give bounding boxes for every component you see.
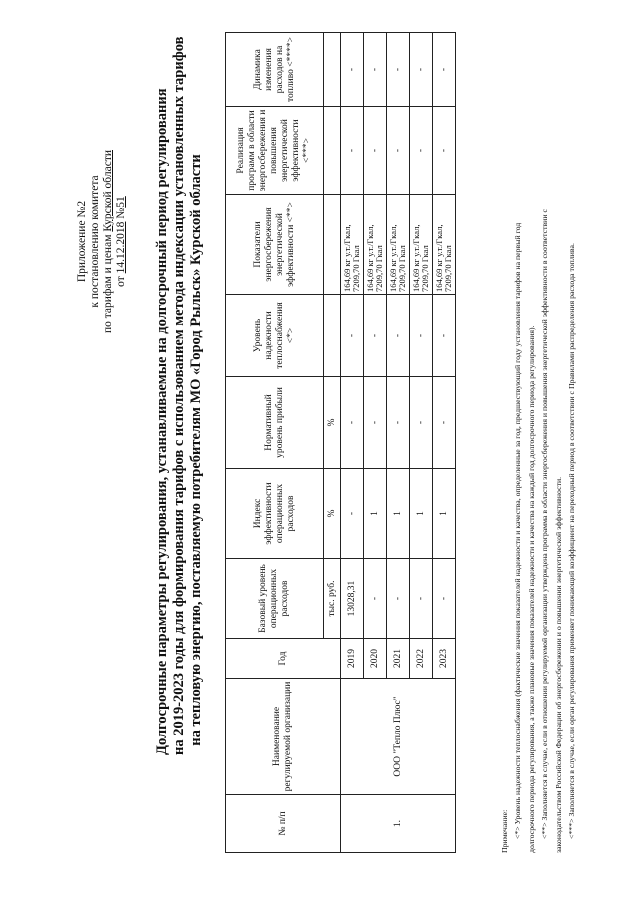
cell-profit: -	[410, 377, 433, 469]
cell-fuel: -	[387, 33, 410, 107]
cell-year: 2020	[364, 639, 387, 679]
cell-profit: -	[433, 377, 456, 469]
cell-energy: 164,69 кг у.т./Гкал, 7209,70 Гкал	[341, 195, 364, 295]
header-fuel: Динамика изменения расходов на топливо <****>	[226, 33, 324, 107]
cell-reliability: -	[364, 295, 387, 377]
unit-index: %	[324, 469, 341, 559]
unit-base: тыс. руб.	[324, 559, 341, 639]
cell-year: 2019	[341, 639, 364, 679]
header-index: Индекс эффективности операционных расходов	[226, 469, 324, 559]
cell-fuel: -	[364, 33, 387, 107]
appendix-line4: от 14.12.2018 №51	[115, 196, 127, 287]
cell-base: -	[410, 559, 433, 639]
appendix-line2: к постановлению комитета	[89, 175, 101, 308]
cell-profit: -	[387, 377, 410, 469]
row-number: 1.	[341, 795, 456, 853]
appendix-block	[76, 150, 128, 333]
cell-fuel: -	[410, 33, 433, 107]
cell-programs: -	[364, 107, 387, 195]
notes-block	[498, 13, 578, 853]
title-line2: на 2019-2023 годы для формирования тарифов с использованием метода индексации установленных тарифов	[171, 36, 187, 755]
note-3: <***> Заполняется в случае, если орган регулирования применяет понижающий коэффициент на переходный период в соответствии с Правилами распределения расхода топлива.	[567, 243, 577, 839]
notes-heading: Примечание:	[500, 809, 509, 853]
header-org: Наименование регулируемой организации	[226, 679, 341, 795]
cell-energy: 164,69 кг у.т./Гкал, 7209,70 Гкал	[410, 195, 433, 295]
cell-energy: 164,69 кг у.т./Гкал, 7209,70 Гкал	[387, 195, 410, 295]
cell-base: -	[387, 559, 410, 639]
unit-profit: %	[324, 377, 341, 469]
table-header-row	[226, 33, 324, 853]
cell-programs: -	[410, 107, 433, 195]
cell-year: 2021	[387, 639, 410, 679]
header-num: № п/п	[226, 795, 341, 853]
header-programs: Реализация программ в области энергосбережения и повышения энергетической эффективности <***>	[226, 107, 324, 195]
note-1: <*> Уровень надежности теплоснабжения (фактические значения показателей надежности и качества, определенные за год, предшествующий году установления тарифов на первый год	[513, 222, 523, 839]
cell-reliability: -	[433, 295, 456, 377]
cell-year: 2022	[410, 639, 433, 679]
cell-profit: -	[364, 377, 387, 469]
cell-base: -	[433, 559, 456, 639]
cell-profit: -	[341, 377, 364, 469]
header-reliability: Уровень надежности теплоснабжения <*>	[226, 295, 324, 377]
cell-reliability: -	[341, 295, 364, 377]
cell-index: 1	[387, 469, 410, 559]
note-2: <**> Заполняется в случае, если в отношении регулируемой организации утверждена программа в области энергосбережения и повышения энергетической эффективности в соответствии с	[540, 209, 550, 839]
cell-reliability: -	[410, 295, 433, 377]
cell-index: 1	[410, 469, 433, 559]
cell-year: 2023	[433, 639, 456, 679]
cell-index: 1	[433, 469, 456, 559]
table-row	[341, 33, 364, 853]
header-base: Базовый уровень операционных расходов	[226, 559, 324, 639]
cell-base: 13028,31	[341, 559, 364, 639]
document-title	[154, 36, 205, 755]
cell-programs: -	[387, 107, 410, 195]
header-profit: Нормативный уровень прибыли	[226, 377, 324, 469]
cell-programs: -	[341, 107, 364, 195]
cell-energy: 164,69 кг у.т./Гкал, 7209,70 Гкал	[364, 195, 387, 295]
header-year: Год	[226, 639, 341, 679]
cell-programs: -	[433, 107, 456, 195]
appendix-line1: Приложение №2	[76, 200, 88, 283]
title-line1: Долгосрочные параметры регулирования, устанавливаемые на долгосрочный период регулирования	[154, 88, 170, 755]
cell-fuel: -	[433, 33, 456, 107]
cell-index: -	[341, 469, 364, 559]
cell-energy: 164,69 кг у.т./Гкал, 7209,70 Гкал	[433, 195, 456, 295]
cell-base: -	[364, 559, 387, 639]
appendix-line3: по тарифам и ценам Курской области	[102, 150, 114, 334]
note-2-cont: законодательством Российской Федерации об энергосбережении и о повышении энергетической эффективности.	[553, 476, 563, 853]
header-energy: Показатели энергосбережения энергетической эффективности <**>	[226, 195, 324, 295]
cell-index: 1	[364, 469, 387, 559]
title-line3: на тепловую энергию, поставляемую потребителям МО «Город Рыльск» Курской области	[188, 154, 204, 746]
organization-name: ООО "Тепло Плюс"	[341, 679, 456, 795]
cell-fuel: -	[341, 33, 364, 107]
cell-reliability: -	[387, 295, 410, 377]
note-1-cont: долгосрочного периода регулирования, а также плановые значения показателей надежности и качества на каждый год долгосрочного периода регулирования).	[526, 325, 536, 853]
parameters-table	[225, 32, 456, 853]
